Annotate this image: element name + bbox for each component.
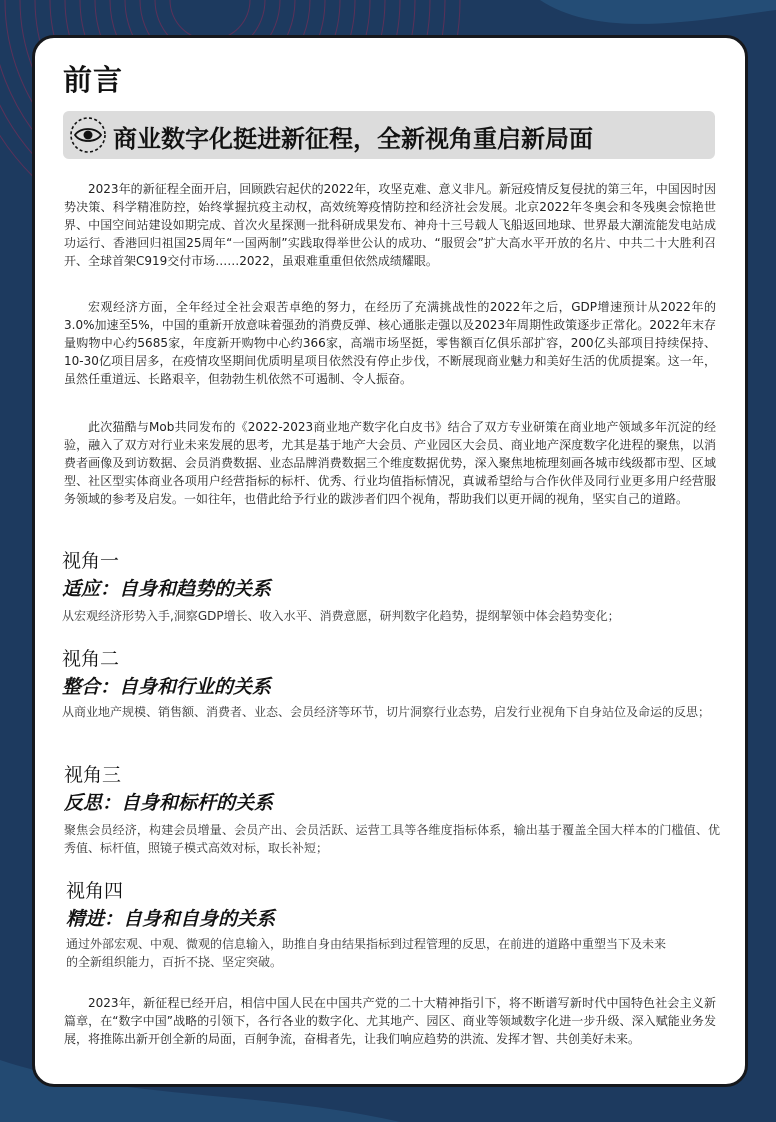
eye-icon [67,114,109,156]
view-4-description: 通过外部宏观、中观、微观的信息输入，助推自身由结果指标到过程管理的反思，在前进的道路中重塑当下及未来的全新组织能力，百折不挠、坚定突破。 [66,937,667,969]
view-3-description: 聚焦会员经济，构建会员增量、会员产出、会员活跃、运营工具等各维度指标体系，输出基于覆盖全国大样本的门槛值、优秀值、标杆值，照镜子模式高效对标，取长补短； [64,823,720,855]
view-3-heading: 反思：自身和标杆的关系 [64,792,274,814]
view-4-heading: 精进：自身和自身的关系 [66,908,276,930]
view-2-description: 从商业地产规模、销售额、消费者、业态、会员经济等环节，切片洞察行业态势，启发行业视角下自身站位及命运的反思； [62,705,711,719]
view-3-label: 视角三 [64,764,122,786]
content-card [32,35,748,1087]
subtitle: 商业数字化挺进新征程，全新视角重启新局面 [113,125,593,153]
page-title: 前言 [63,63,124,97]
view-1-heading: 适应：自身和趋势的关系 [62,578,272,600]
view-1-label: 视角一 [62,550,120,572]
view-1-description: 从宏观经济形势入手,洞察GDP增长、收入水平、消费意愿，研判数字化趋势，提纲挈领中体会趋势变化； [62,609,620,623]
intro-paragraph-2: 宏观经济方面，全年经过全社会艰苦卓绝的努力，在经历了充满挑战性的2022年之后，GDP增速预计从2022年的3.0%加速至5%，中国的重新开放意味着强劲的消费反弹、核心通胀走强以及2023年周期性政策逐步正常化。2022年末存量购物中心约5685家，年度新开购物中心约366家，高端市场坚挺，零售额百亿俱乐部扩容，200亿头部项目持续保持、10-30亿项目居多，在疫情攻坚期间优质明星项目依然没有停止步伐，不断展现商业魅力和美好生活的优质提案。这一年，虽然任重道远、长路艰辛，但勃勃生机依然不可遏制、令人振奋。 [64,300,716,386]
intro-paragraph-1: 2023年的新征程全面开启，回顾跌宕起伏的2022年，攻坚克难、意义非凡。新冠疫情反复侵扰的第三年，中国因时因势决策、科学精准防控，始终掌握抗疫主动权，高效统筹疫情防控和经济社会发展。北京2022年冬奥会和冬残奥会惊艳世界、中国空间站建设如期完成、首次火星探测一批科研成果发布、神舟十三号载人飞船返回地球、世界最大潮流能发电站成功运行、香港回归祖国25周年“一国两制”实践取得举世公认的成功、“服贸会”扩大高水平开放的名片、中共二十大胜利召开、全球首架C919交付市场……2022，虽艰难重重但依然成绩耀眼。 [64,182,716,268]
view-2-label: 视角二 [62,648,120,670]
closing-paragraph: 2023年，新征程已经开启，相信中国人民在中国共产党的二十大精神指引下，将不断谱写新时代中国特色社会主义新篇章，在“数字中国”战略的引领下，各行各业的数字化、尤其地产、园区、商业等领域数字化进一步升级、深入赋能业务发展，将推陈出新开创全新的局面，百舸争流，奋楫者先，让我们响应趋势的洪流、发挥才智、共创美好未来。 [64,996,716,1046]
subtitle-banner [63,111,715,159]
intro-paragraph-3: 此次猫酷与Mob共同发布的《2022-2023商业地产数字化白皮书》结合了双方专业研策在商业地产领域多年沉淀的经验，融入了双方对行业未来发展的思考，尤其是基于地产大会员、产业园区大会员、商业地产深度数字化进程的聚焦，以消费者画像及到访数据、会员消费数据、业态品牌消费数据三个维度数据优势，深入聚焦地梳理刻画各城市线级都市型、区域型、社区型实体商业各项用户经营指标的标杆、优秀、行业均值指标情况，真诚希望给与合作伙伴及同行业更多用户经营服务领域的参考及启发。一如往年，也借此给予行业的跋涉者们四个视角，帮助我们以更开阔的视角，坚实自己的道路。 [64,420,716,506]
view-4-label: 视角四 [66,880,124,902]
view-2-heading: 整合：自身和行业的关系 [62,676,272,698]
